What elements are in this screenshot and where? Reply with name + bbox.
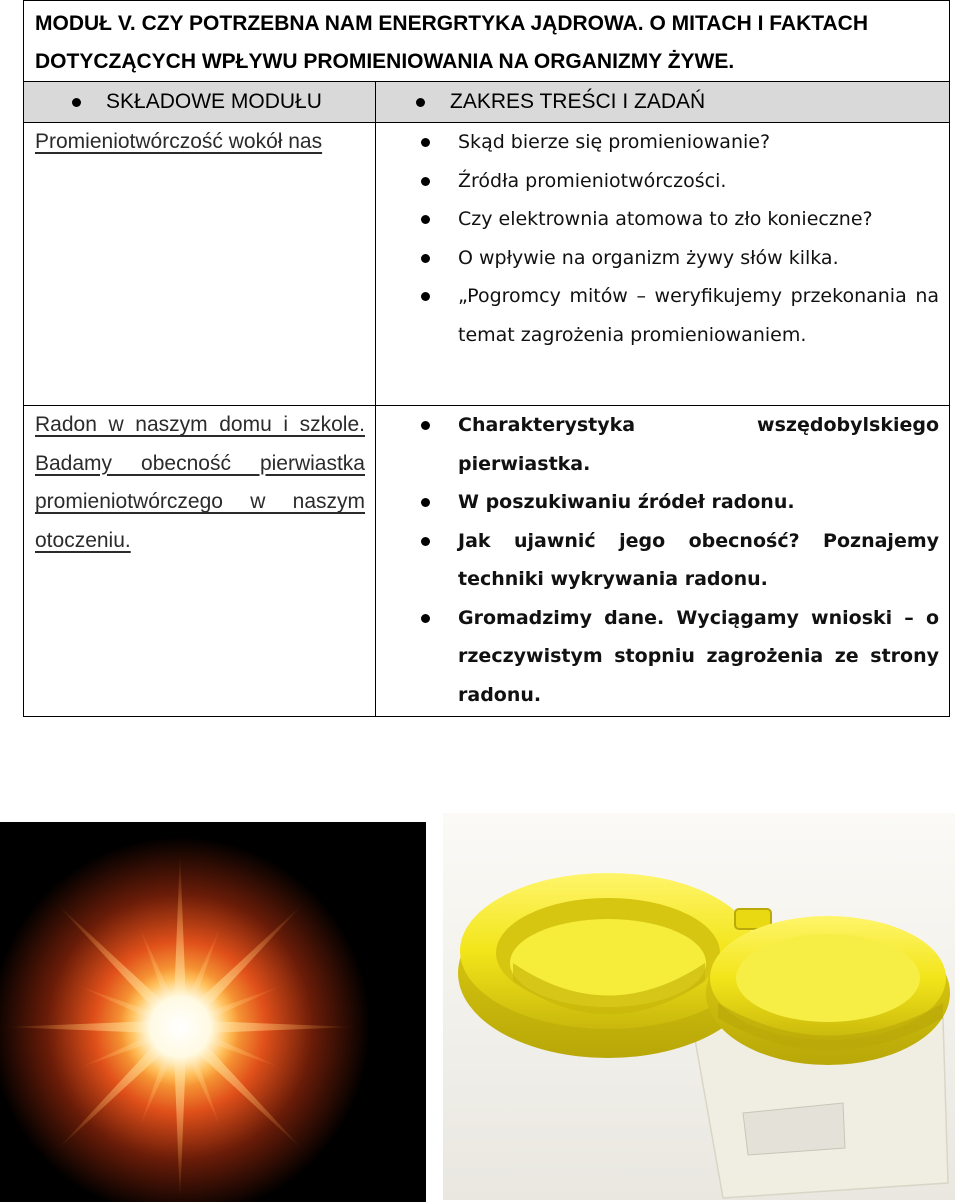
- bullet-icon: [421, 138, 430, 147]
- bullet-icon: [421, 498, 430, 507]
- component-text: Promieniotwórczość wokół nas: [35, 130, 323, 153]
- scope-list: [376, 406, 939, 714]
- list-item: Gromadzimy dane. Wyciągamy wnioski – o rzeczywistym stopniu zagrożenia ze strony radonu.: [376, 599, 939, 715]
- header-scope-cell: [376, 82, 950, 123]
- bullet-icon: [421, 177, 430, 186]
- header-components-cell: [24, 82, 376, 123]
- header-scope: ZAKRES TREŚCI I ZADAŃ: [450, 90, 706, 113]
- bullet-icon: [72, 98, 81, 107]
- list-item: Charakterystyka wszędobylskiego pierwiastka.: [376, 406, 939, 483]
- list-item: W poszukiwaniu źródeł radonu.: [376, 483, 939, 522]
- bullet-icon: [421, 421, 430, 430]
- module-table: [23, 0, 950, 717]
- component-cell: [24, 406, 376, 717]
- component-cell: [24, 123, 376, 406]
- list-item: „Pogromcy mitów – weryfikujemy przekonania na temat zagrożenia promieniowaniem.: [376, 277, 939, 354]
- list-item: Czy elektrownia atomowa to zło konieczne?: [376, 200, 939, 239]
- scope-cell: [376, 406, 950, 717]
- sun-starburst-svg: [0, 822, 426, 1202]
- scope-list: [376, 123, 939, 354]
- component-text: Radon w naszym domu i szkole. Badamy obecność pierwiastka promieniotwórczego w naszym otoczeniu.: [35, 413, 365, 552]
- bullet-icon: [421, 614, 430, 623]
- radon-detector-svg: [443, 813, 955, 1200]
- list-item: Jak ujawnić jego obecność? Poznajemy techniki wykrywania radonu.: [376, 522, 939, 599]
- bullet-icon: [421, 292, 430, 301]
- list-item: Źródła promieniotwórczości.: [376, 162, 939, 201]
- list-item: O wpływie na organizm żywy słów kilka.: [376, 239, 939, 278]
- bullet-icon: [421, 537, 430, 546]
- scope-cell: [376, 123, 950, 406]
- header-components: SKŁADOWE MODUŁU: [106, 90, 322, 113]
- list-item: Skąd bierze się promieniowanie?: [376, 123, 939, 162]
- sun-starburst-image: [0, 822, 426, 1202]
- bullet-icon: [421, 254, 430, 263]
- bullet-icon: [421, 215, 430, 224]
- module-title: MODUŁ V. CZY POTRZEBNA NAM ENERGRTYKA JĄDROWA. O MITACH I FAKTACH DOTYCZĄCYCH WPŁYWU PROMIENIOWANIA NA ORGANIZMY ŻYWE.: [35, 12, 869, 73]
- yellow-radon-detector-image: [443, 813, 955, 1200]
- module-title-cell: [24, 1, 950, 82]
- bullet-icon: [416, 98, 425, 107]
